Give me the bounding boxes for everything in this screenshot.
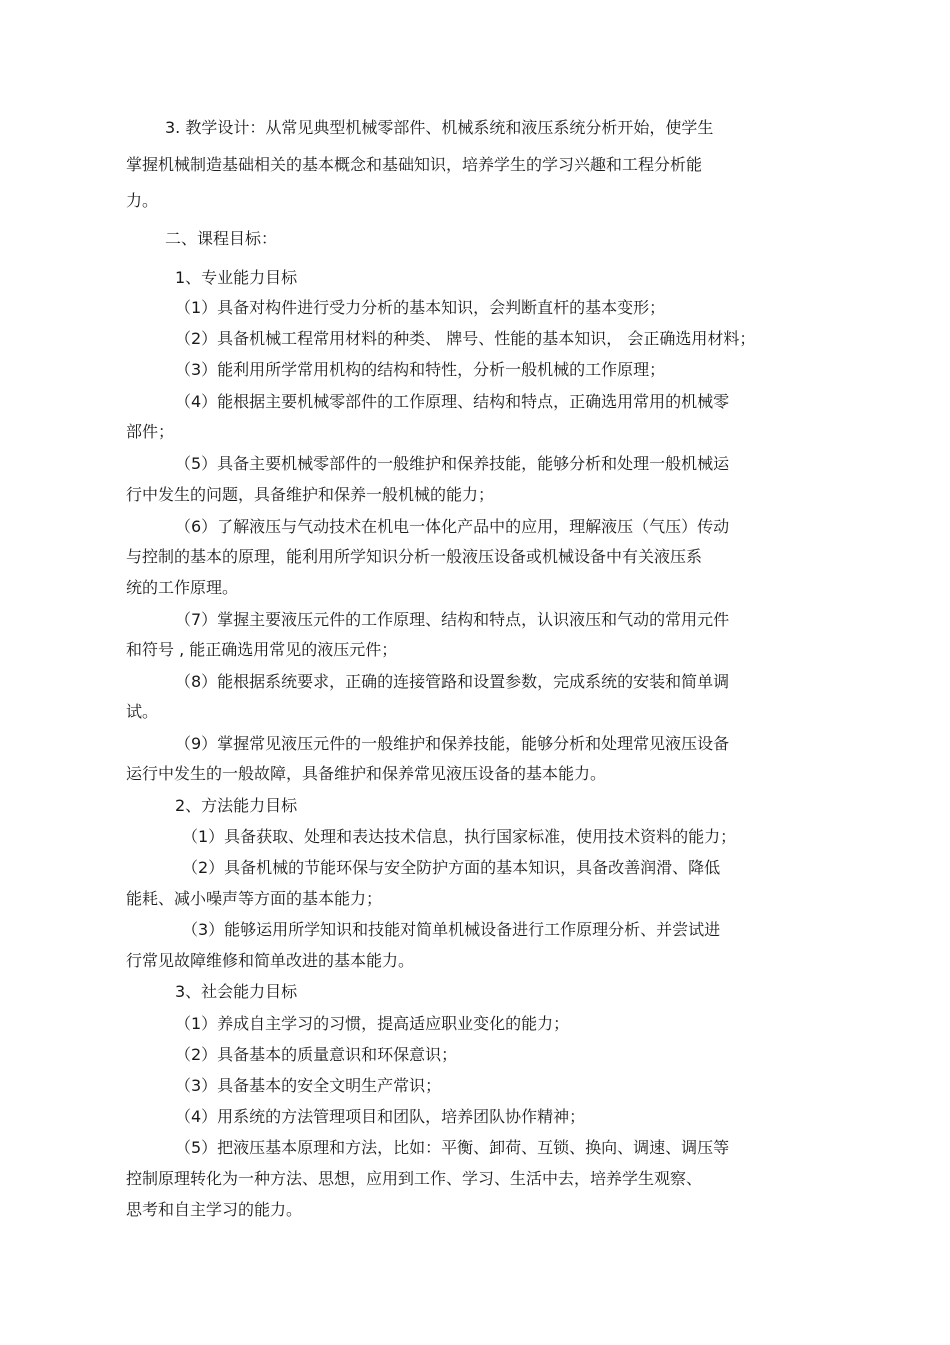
professional-item-2: （2）具备机械工程常用材料的种类、 牌号、性能的基本知识， 会正确选用材料；: [175, 329, 756, 348]
method-item-1: （1）具备获取、处理和表达技术信息，执行国家标准，使用技术资料的能力；: [182, 827, 737, 846]
social-item-3: （3）具备基本的安全文明生产常识；: [175, 1076, 442, 1095]
social-item-2: （2）具备基本的质量意识和环保意识；: [175, 1045, 458, 1064]
professional-item-7-line-1: （7）掌握主要液压元件的工作原理、结构和特点，认识液压和气动的常用元件: [175, 610, 730, 629]
professional-item-1: （1）具备对构件进行受力分析的基本知识，会判断直杆的基本变形；: [175, 298, 666, 317]
subheading-professional-ability: 1、专业能力目标: [175, 268, 298, 287]
social-item-1: （1）养成自主学习的习惯，提高适应职业变化的能力；: [175, 1014, 570, 1033]
social-item-5-line-3: 思考和自主学习的能力。: [126, 1200, 303, 1219]
professional-item-8-line-2: 试。: [126, 702, 159, 721]
professional-item-6-line-1: （6）了解液压与气动技术在机电一体化产品中的应用，理解液压（气压）传动: [175, 517, 730, 536]
section-3-teaching-design-line-2: 掌握机械制造基础相关的基本概念和基础知识，培养学生的学习兴趣和工程分析能: [126, 155, 703, 174]
method-item-3-line-2: 行常见故障维修和简单改进的基本能力。: [126, 951, 415, 970]
professional-item-3: （3）能利用所学常用机构的结构和特性，分析一般机械的工作原理；: [175, 360, 666, 379]
subheading-social-ability: 3、社会能力目标: [175, 982, 298, 1001]
professional-item-9-line-2: 运行中发生的一般故障，具备维护和保养常见液压设备的基本能力。: [126, 764, 607, 783]
method-item-2-line-1: （2）具备机械的节能环保与安全防护方面的基本知识，具备改善润滑、降低: [182, 858, 721, 877]
method-item-3-line-1: （3）能够运用所学知识和技能对简单机械设备进行工作原理分析、并尝试进: [182, 920, 721, 939]
professional-item-4-line-1: （4）能根据主要机械零部件的工作原理、结构和特点，正确选用常用的机械零: [175, 392, 730, 411]
professional-item-6-line-2: 与控制的基本的原理，能利用所学知识分析一般液压设备或机械设备中有关液压系: [126, 547, 703, 566]
social-item-5-line-1: （5）把液压基本原理和方法，比如：平衡、卸荷、互锁、换向、调速、调压等: [175, 1138, 730, 1157]
subheading-method-ability: 2、方法能力目标: [175, 796, 298, 815]
professional-item-5-line-2: 行中发生的问题，具备维护和保养一般机械的能力；: [126, 485, 495, 504]
professional-item-9-line-1: （9）掌握常见液压元件的一般维护和保养技能，能够分析和处理常见液压设备: [175, 734, 730, 753]
section-3-teaching-design-line-3: 力。: [126, 191, 159, 210]
section-3-teaching-design-line-1: 3. 教学设计：从常见典型机械零部件、机械系统和液压系统分析开始，使学生: [165, 118, 714, 137]
professional-item-6-line-3: 统的工作原理。: [126, 578, 239, 597]
professional-item-8-line-1: （8）能根据系统要求，正确的连接管路和设置参数，完成系统的安装和简单调: [175, 672, 730, 691]
heading-course-objectives: 二、课程目标：: [165, 229, 278, 248]
professional-item-5-line-1: （5）具备主要机械零部件的一般维护和保养技能，能够分析和处理一般机械运: [175, 454, 730, 473]
professional-item-7-line-2: 和符号 , 能正确选用常见的液压元件；: [126, 640, 398, 659]
method-item-2-line-2: 能耗、减小噪声等方面的基本能力；: [126, 889, 383, 908]
social-item-5-line-2: 控制原理转化为一种方法、思想，应用到工作、学习、生活中去，培养学生观察、: [126, 1169, 703, 1188]
social-item-4: （4）用系统的方法管理项目和团队，培养团队协作精神；: [175, 1107, 586, 1126]
professional-item-4-line-2: 部件；: [126, 422, 175, 441]
